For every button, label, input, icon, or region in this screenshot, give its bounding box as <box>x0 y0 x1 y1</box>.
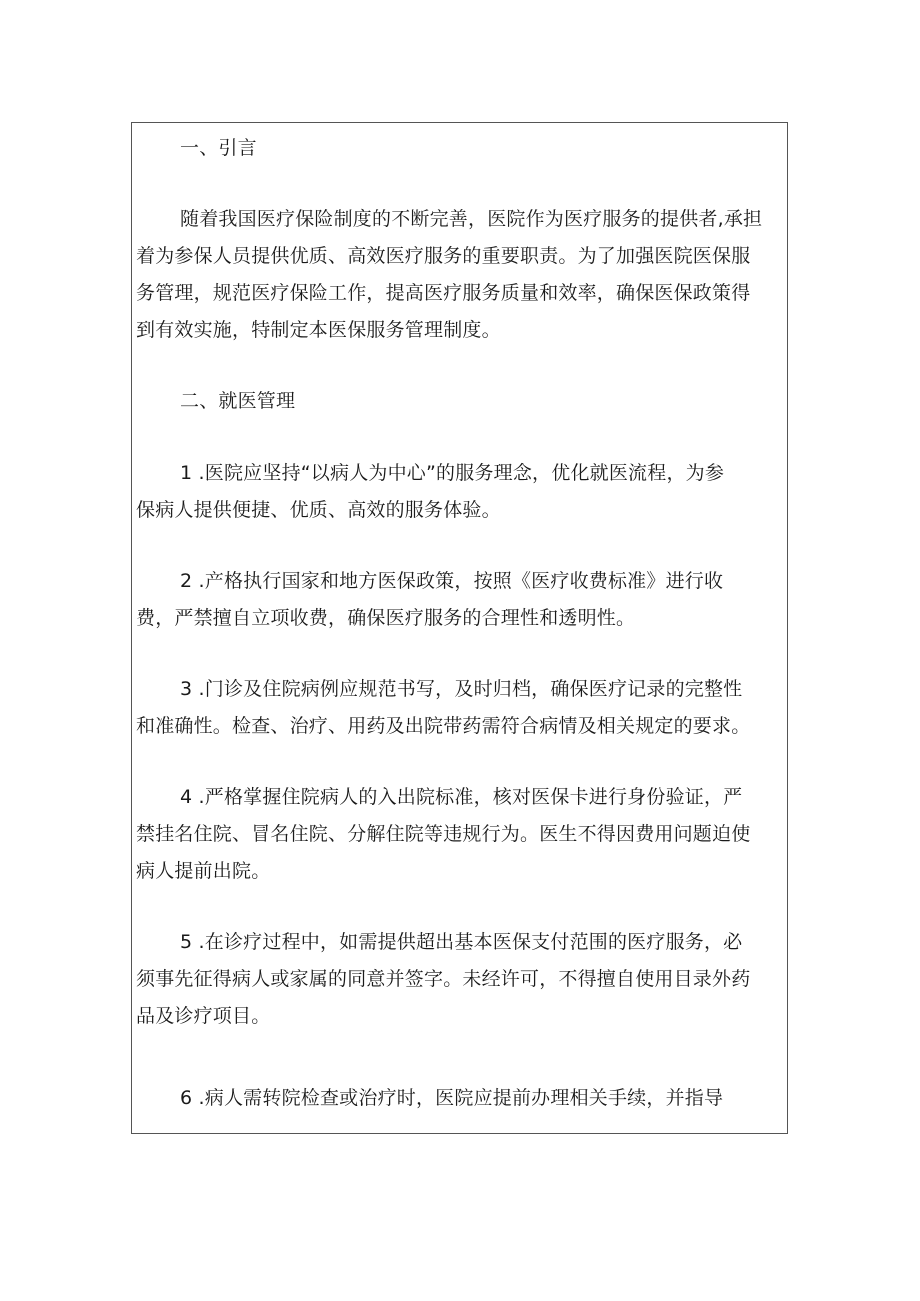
item-1-line-1: 1 .医院应坚持“以病人为中心”的服务理念，优化就医流程，为参 <box>180 462 725 484</box>
item-6-line-1: 6 .病人需转院检查或治疗时，医院应提前办理相关手续，并指导 <box>180 1087 724 1109</box>
item-4-line-1: 4 .严格掌握住院病人的入出院标准，核对医保卡进行身份验证，严 <box>180 786 743 808</box>
item-5-line-2: 须事先征得病人或家属的同意并签字。未经许可，不得擅自使用目录外药 <box>136 968 751 990</box>
document-frame <box>131 122 788 1134</box>
item-3-line-2: 和准确性。检查、治疗、用药及出院带药需符合病情及相关规定的要求。 <box>136 715 751 737</box>
intro-paragraph-line-3: 务管理，规范医疗保险工作，提高医疗服务质量和效率，确保医保政策得 <box>136 282 751 304</box>
item-2-line-1: 2 .产格执行国家和地方医保政策，按照《医疗收费标准》进行收 <box>180 570 724 592</box>
section-heading-introduction: 一、引言 <box>180 137 257 159</box>
item-2-line-2: 费，严禁擅自立项收费，确保医疗服务的合理性和透明性。 <box>136 607 636 629</box>
item-5-line-1: 5 .在诊疗过程中，如需提供超出基本医保支付范围的医疗服务，必 <box>180 931 743 953</box>
item-3-line-1: 3 .门诊及住院病例应规范书写，及时归档，确保医疗记录的完整性 <box>180 678 743 700</box>
section-heading-medical-management: 二、就医管理 <box>180 390 296 412</box>
item-1-line-2: 保病人提供便捷、优质、高效的服务体验。 <box>136 499 501 521</box>
item-4-line-2: 禁挂名住院、冒名住院、分解住院等违规行为。医生不得因费用问题迫使 <box>136 823 751 845</box>
intro-paragraph-line-2: 着为参保人员提供优质、高效医疗服务的重要职责。为了加强医院医保服 <box>136 245 751 267</box>
item-4-line-3: 病人提前出院。 <box>136 860 271 882</box>
item-5-line-3: 品及诊疗项目。 <box>136 1005 271 1027</box>
intro-paragraph-line-4: 到有效实施，特制定本医保服务管理制度。 <box>136 319 501 341</box>
intro-paragraph-line-1: 随着我国医疗保险制度的不断完善，医院作为医疗服务的提供者,承担 <box>180 208 763 230</box>
